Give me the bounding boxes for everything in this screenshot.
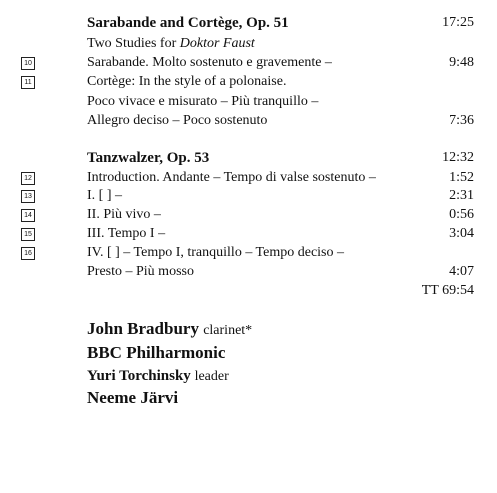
track-title: II. Più vivo – <box>87 207 161 222</box>
credit-orchestra <box>87 342 225 364</box>
track-row <box>0 53 497 73</box>
work-total-duration: 12:32 <box>442 150 474 165</box>
subtitle-italic: Doktor Faust <box>179 36 255 51</box>
track-row <box>0 186 497 206</box>
work-header <box>0 13 497 33</box>
track-row <box>0 205 497 225</box>
track-number: 14 <box>21 209 35 222</box>
track-title: Sarabande. Molto sostenuto e gravemente – <box>87 55 332 70</box>
track-duration: 0:56 <box>449 207 474 222</box>
track-title: Presto – Più mosso <box>87 264 194 279</box>
credit-conductor <box>87 387 178 409</box>
track-title: I. [ ] – <box>87 188 122 203</box>
track-number: 13 <box>21 190 35 203</box>
track-title: Allegro deciso – Poco sostenuto <box>87 113 268 128</box>
leader-name: Yuri Torchinsky <box>87 368 191 384</box>
track-number: 11 <box>21 76 35 89</box>
track-duration: 3:04 <box>449 226 474 241</box>
work-total-duration: 17:25 <box>442 15 474 30</box>
track-title: Introduction. Andante – Tempo di valse sostenuto – <box>87 170 376 185</box>
total-time-row <box>0 281 497 301</box>
credit-leader <box>87 365 229 388</box>
track-continuation <box>0 262 497 282</box>
track-row <box>0 168 497 188</box>
track-row <box>0 72 497 92</box>
track-number: 16 <box>21 247 35 260</box>
track-duration: 2:31 <box>449 188 474 203</box>
track-continuation <box>0 92 497 112</box>
track-title: IV. [ ] – Tempo I, tranquillo – Tempo deciso – <box>87 245 345 260</box>
work-title: Tanzwalzer, Op. 53 <box>87 150 210 166</box>
track-row <box>0 224 497 244</box>
track-duration: 4:07 <box>449 264 474 279</box>
subtitle-text: Two Studies for <box>87 36 180 51</box>
track-title: III. Tempo I – <box>87 226 166 241</box>
track-number: 10 <box>21 57 35 70</box>
track-duration: 1:52 <box>449 170 474 185</box>
work-title: Sarabande and Cortège, Op. 51 <box>87 15 289 31</box>
soloist-role: clarinet* <box>203 323 253 338</box>
credit-soloist <box>87 318 252 342</box>
total-time: TT 69:54 <box>421 283 474 298</box>
track-row <box>0 243 497 263</box>
track-duration: 7:36 <box>449 113 474 128</box>
work-subtitle <box>0 34 497 54</box>
leader-role: leader <box>194 369 229 384</box>
track-title: Poco vivace e misurato – Più tranquillo – <box>87 94 319 109</box>
track-duration: 9:48 <box>449 55 474 70</box>
work-header <box>0 148 497 168</box>
orchestra-name: BBC Philharmonic <box>87 343 226 362</box>
track-number: 12 <box>21 172 35 185</box>
soloist-name: John Bradbury <box>87 319 199 338</box>
conductor-name: Neeme Järvi <box>87 388 179 407</box>
track-continuation <box>0 111 497 131</box>
track-title: Cortège: In the style of a polonaise. <box>87 74 287 89</box>
track-number: 15 <box>21 228 35 241</box>
